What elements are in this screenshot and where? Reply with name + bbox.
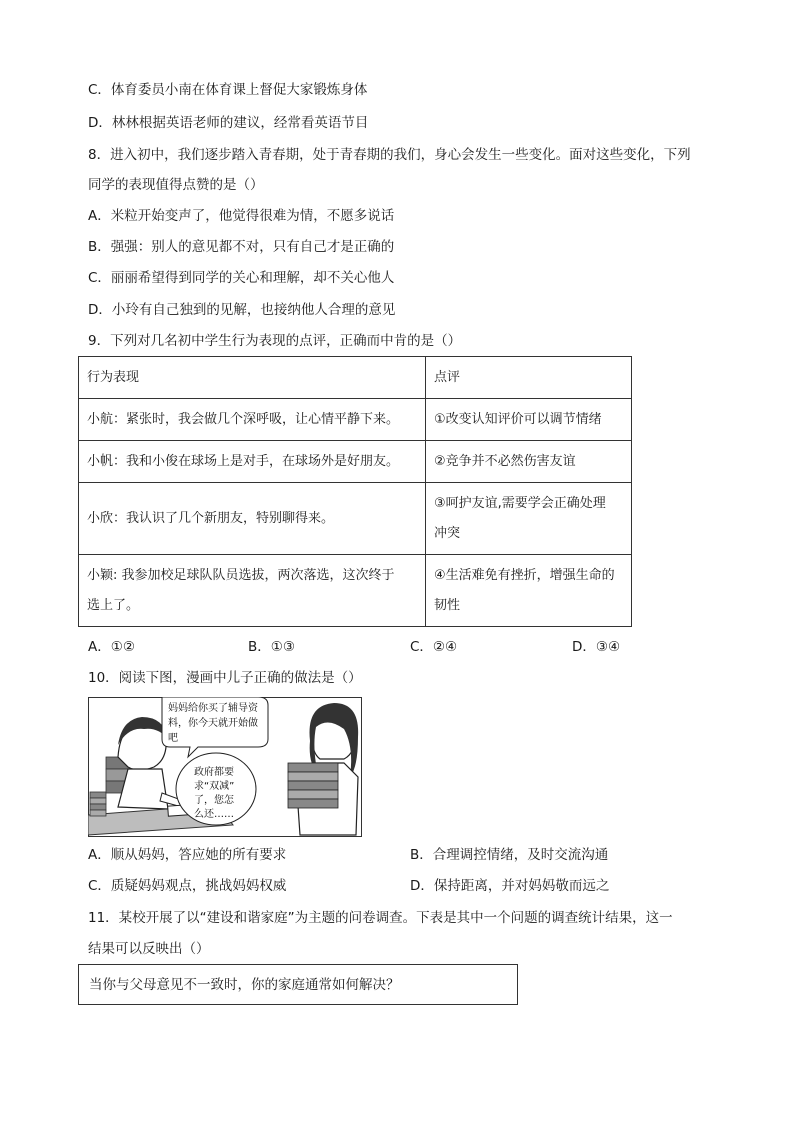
q10-stem: 10．阅读下图，漫画中儿子正确的做法是（） <box>88 670 362 686</box>
q10-option-a: A．顺从妈妈，答应她的所有要求 <box>88 847 287 863</box>
son-bubble-line2: 求“双减” <box>194 781 235 792</box>
q9-option-b: B．①③ <box>248 639 295 655</box>
q10-cartoon <box>88 697 362 837</box>
table-row <box>79 357 632 399</box>
q9-option-d: D．③④ <box>572 639 621 655</box>
table-cell-comment-line1: ④生活难免有挫折，增强生命的 <box>434 567 615 583</box>
son-bubble-line4: 么还…… <box>194 809 234 820</box>
mom-bubble-line2: 料，你今天就开始做 <box>168 718 258 729</box>
q8-option-a: A．米粒开始变声了，他觉得很难为情，不愿多说话 <box>88 208 395 224</box>
son-bubble-line3: 了，您怎 <box>194 795 234 806</box>
table-cell-comment: ②竞争并不必然伤害友谊 <box>426 441 632 483</box>
q11-stem-line2: 结果可以反映出（） <box>88 941 210 957</box>
q7-option-d: D．林林根据英语老师的建议，经常看英语节目 <box>88 115 369 131</box>
table-cell-behavior <box>79 555 426 627</box>
q8-stem-line2: 同学的表现值得点赞的是（） <box>88 177 264 193</box>
q8-option-c: C．丽丽希望得到同学的关心和理解，却不关心他人 <box>88 270 395 286</box>
table-row <box>79 441 632 483</box>
mom-bubble-line1: 妈妈给你买了辅导资 <box>168 703 258 714</box>
q9-option-a: A．①② <box>88 639 135 655</box>
q8-option-d: D．小玲有自己独到的见解，也接纳他人合理的意见 <box>88 302 396 318</box>
son-bubble-line1: 政府都要 <box>194 767 234 778</box>
q11-question-box: 当你与父母意见不一致时，你的家庭通常如何解决？ <box>78 964 518 1005</box>
q11-stem-line1: 11．某校开展了以“建设和谐家庭”为主题的问卷调查。下表是其中一个问题的调查统计结果，这一 <box>88 910 673 926</box>
q10-option-d: D．保持距离，并对妈妈敬而远之 <box>410 878 610 894</box>
q9-table <box>78 356 632 627</box>
table-cell-behavior: 小欣：我认识了几个新朋友，特别聊得来。 <box>79 483 426 555</box>
table-header-behavior: 行为表现 <box>79 357 426 399</box>
table-cell-comment-line2: 韧性 <box>434 597 461 613</box>
table-header-comment: 点评 <box>426 357 632 399</box>
q7-option-c: C．体育委员小南在体育课上督促大家锻炼身体 <box>88 82 368 98</box>
table-row <box>79 555 632 627</box>
table-cell-comment <box>426 555 632 627</box>
table-row <box>79 483 632 555</box>
q10-option-b: B．合理调控情绪，及时交流沟通 <box>410 847 609 863</box>
table-cell-comment <box>426 483 632 555</box>
table-cell-behavior: 小航：紧张时，我会做几个深呼吸，让心情平静下来。 <box>79 399 426 441</box>
table-row <box>79 399 632 441</box>
q10-option-c: C．质疑妈妈观点，挑战妈妈权威 <box>88 878 287 894</box>
q9-stem: 9．下列对几名初中学生行为表现的点评，正确而中肯的是（） <box>88 333 462 349</box>
mom-bubble-line3: 吧 <box>168 733 178 744</box>
table-cell-comment: ①改变认知评价可以调节情绪 <box>426 399 632 441</box>
q8-stem-line1: 8．进入初中，我们逐步踏入青春期，处于青春期的我们，身心会发生一些变化。面对这些变化，下列 <box>88 147 691 163</box>
table-cell-comment-line2: 冲突 <box>434 525 461 541</box>
table-cell-behavior: 小帆：我和小俊在球场上是对手，在球场外是好朋友。 <box>79 441 426 483</box>
table-cell-behavior-line1: 小颖: 我参加校足球队队员选拔，两次落选，这次终于 <box>87 567 395 583</box>
q8-option-b: B．强强：别人的意见都不对，只有自己才是正确的 <box>88 239 395 255</box>
table-cell-behavior-line2: 选上了。 <box>87 597 140 613</box>
q9-option-c: C．②④ <box>410 639 458 655</box>
table-cell-comment-line1: ③呵护友谊,需要学会正确处理 <box>434 495 606 511</box>
